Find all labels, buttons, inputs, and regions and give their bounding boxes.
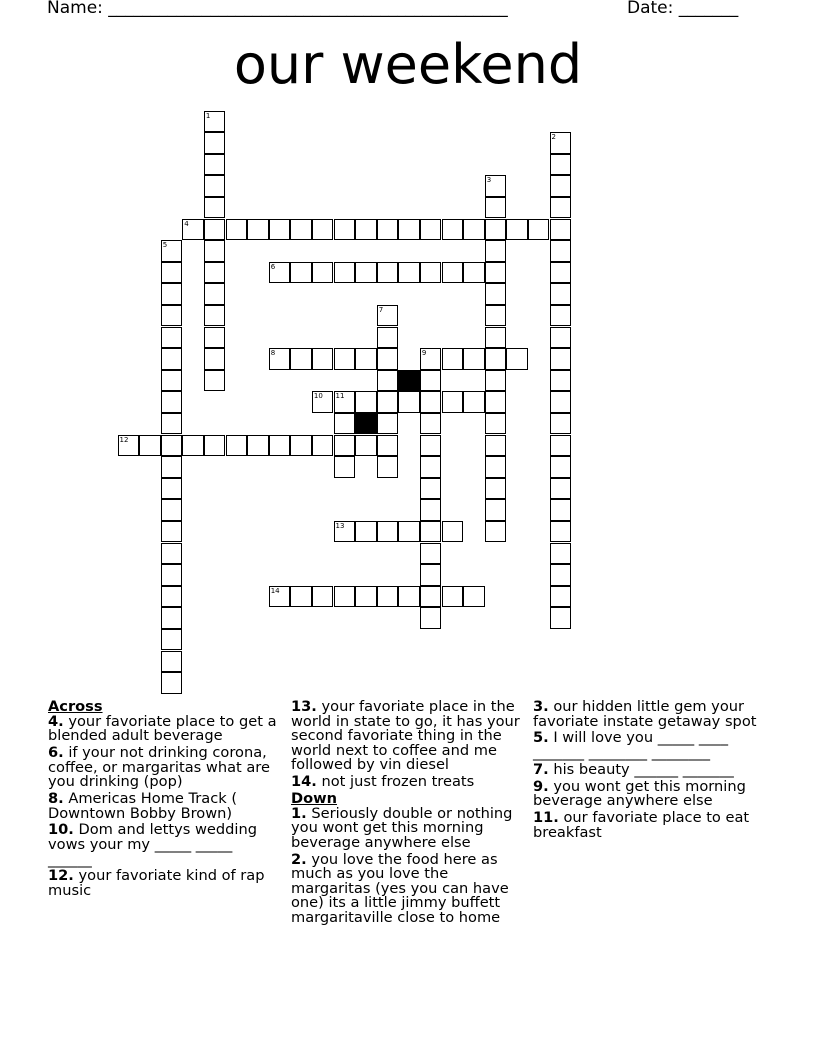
- grid-cell[interactable]: [204, 219, 226, 241]
- grid-cell[interactable]: [204, 240, 226, 262]
- grid-cell[interactable]: [290, 262, 312, 284]
- grid-cell[interactable]: [355, 262, 377, 284]
- grid-cell[interactable]: [334, 456, 356, 478]
- grid-cell[interactable]: [550, 521, 572, 543]
- grid-cell[interactable]: [290, 586, 312, 608]
- grid-cell[interactable]: [377, 305, 399, 327]
- grid-cell[interactable]: [485, 456, 507, 478]
- grid-cell[interactable]: [269, 348, 291, 370]
- grid-cell[interactable]: [161, 607, 183, 629]
- grid-cell[interactable]: [204, 262, 226, 284]
- grid-cell[interactable]: [463, 262, 485, 284]
- clue-number: 8.: [48, 789, 64, 807]
- grid-cell[interactable]: [161, 629, 183, 651]
- grid-cell[interactable]: [398, 219, 420, 241]
- across-clue: [291, 700, 527, 773]
- clue-number: 7.: [533, 760, 549, 778]
- grid-cell[interactable]: [550, 262, 572, 284]
- grid-cell[interactable]: [204, 348, 226, 370]
- grid-cell[interactable]: [355, 348, 377, 370]
- clue-number-label: 6: [270, 262, 276, 271]
- clue-text: Dom and lettys wedding vows your my _____ _____ ______: [48, 821, 257, 868]
- grid-cell[interactable]: [420, 262, 442, 284]
- grid-cell[interactable]: [550, 219, 572, 241]
- down-clue: [291, 804, 527, 851]
- grid-cell[interactable]: [550, 327, 572, 349]
- clue-number: 14.: [291, 773, 317, 791]
- grid-cell[interactable]: [550, 564, 572, 586]
- grid-cell[interactable]: [550, 370, 572, 392]
- grid-cell[interactable]: [290, 435, 312, 457]
- across-clue: [291, 775, 527, 790]
- grid-cell[interactable]: [377, 327, 399, 349]
- grid-cell[interactable]: [161, 391, 183, 413]
- grid-cell[interactable]: [485, 219, 507, 241]
- grid-cell[interactable]: [226, 435, 248, 457]
- grid-cell[interactable]: [550, 586, 572, 608]
- across-clue: [48, 789, 280, 822]
- grid-cell[interactable]: [377, 586, 399, 608]
- grid-cell[interactable]: [139, 435, 161, 457]
- grid-cell[interactable]: [550, 305, 572, 327]
- grid-cell[interactable]: [398, 391, 420, 413]
- grid-cell[interactable]: [420, 391, 442, 413]
- grid-cell[interactable]: [398, 262, 420, 284]
- grid-cell[interactable]: [182, 219, 204, 241]
- grid-cell[interactable]: [204, 283, 226, 305]
- grid-cell[interactable]: [334, 435, 356, 457]
- grid-cell[interactable]: [550, 456, 572, 478]
- grid-cell[interactable]: [528, 219, 550, 241]
- grid-cell[interactable]: [442, 219, 464, 241]
- page-title: our weekend: [233, 33, 583, 96]
- grid-cell[interactable]: [442, 586, 464, 608]
- grid-cell[interactable]: [312, 391, 334, 413]
- grid-cell[interactable]: [161, 564, 183, 586]
- clue-text: I will love you _____ ____ _______ ________ ________: [533, 729, 729, 761]
- grid-cell[interactable]: [377, 370, 399, 392]
- grid-cell[interactable]: [355, 391, 377, 413]
- clue-number-label: 14: [270, 586, 280, 595]
- grid-cell[interactable]: [161, 262, 183, 284]
- clue-text: Seriously double or nothing you wont get this morning beverage anywhere else: [291, 804, 513, 851]
- across-clue: [48, 743, 280, 791]
- clue-number-label: 4: [184, 219, 189, 228]
- clue-column-2: [291, 700, 527, 928]
- grid-cell[interactable]: [290, 348, 312, 370]
- grid-cell[interactable]: [420, 370, 442, 392]
- grid-cell[interactable]: [420, 478, 442, 500]
- grid-cell[interactable]: [312, 435, 334, 457]
- grid-cell[interactable]: [161, 521, 183, 543]
- clue-text: you love the food here as much as you love the margaritas (yes you can have one) its a little jimmy buffett margaritaville close to home: [291, 850, 509, 926]
- grid-cell[interactable]: [485, 521, 507, 543]
- grid-cell[interactable]: [377, 435, 399, 457]
- clue-text: Americas Home Track ( Downtown Bobby Brown): [48, 789, 238, 822]
- grid-cell[interactable]: [355, 521, 377, 543]
- clue-text: your favoriate place to get a blended adult beverage: [48, 712, 277, 745]
- grid-cell[interactable]: [161, 240, 183, 262]
- grid-cell[interactable]: [334, 262, 356, 284]
- grid-block: [398, 370, 420, 392]
- clue-number: 9.: [533, 777, 549, 795]
- grid-cell[interactable]: [161, 478, 183, 500]
- down-clue: [291, 850, 527, 926]
- grid-cell[interactable]: [550, 283, 572, 305]
- grid-cell[interactable]: [269, 435, 291, 457]
- clue-number-label: 8: [270, 349, 276, 358]
- clue-text: his beauty ______ _______: [553, 760, 734, 778]
- grid-cell[interactable]: [204, 111, 226, 133]
- down-clue: [533, 700, 773, 729]
- grid-cell[interactable]: [463, 219, 485, 241]
- grid-cell[interactable]: [463, 391, 485, 413]
- grid-cell[interactable]: [269, 262, 291, 284]
- grid-cell[interactable]: [550, 607, 572, 629]
- grid-cell[interactable]: [485, 305, 507, 327]
- grid-cell[interactable]: [485, 197, 507, 219]
- grid-block: [355, 413, 377, 435]
- grid-cell[interactable]: [312, 219, 334, 241]
- grid-cell[interactable]: [204, 197, 226, 219]
- grid-cell[interactable]: [442, 262, 464, 284]
- clue-text: our favoriate place to eat breakfast: [533, 808, 750, 841]
- grid-cell[interactable]: [377, 219, 399, 241]
- grid-cell[interactable]: [269, 219, 291, 241]
- grid-cell[interactable]: [377, 262, 399, 284]
- clue-text: not just frozen treats: [321, 773, 475, 791]
- grid-cell[interactable]: [161, 348, 183, 370]
- date-field: Date: _______: [627, 0, 739, 18]
- grid-cell[interactable]: [442, 391, 464, 413]
- grid-cell[interactable]: [550, 154, 572, 176]
- clue-number-label: 13: [335, 521, 345, 530]
- grid-cell[interactable]: [550, 391, 572, 413]
- clue-number-label: 1: [205, 111, 211, 120]
- clue-number: 11.: [533, 808, 559, 826]
- grid-cell[interactable]: [485, 283, 507, 305]
- clue-number: 2.: [291, 850, 307, 868]
- grid-cell[interactable]: [485, 370, 507, 392]
- grid-cell[interactable]: [506, 219, 528, 241]
- grid-cell[interactable]: [550, 240, 572, 262]
- grid-cell[interactable]: [334, 521, 356, 543]
- grid-cell[interactable]: [355, 435, 377, 457]
- down-clue: [533, 760, 773, 778]
- grid-cell[interactable]: [550, 478, 572, 500]
- grid-cell[interactable]: [463, 348, 485, 370]
- grid-cell[interactable]: [420, 413, 442, 435]
- grid-cell[interactable]: [204, 305, 226, 327]
- grid-cell[interactable]: [463, 586, 485, 608]
- grid-cell[interactable]: [161, 499, 183, 521]
- grid-cell[interactable]: [420, 521, 442, 543]
- grid-cell[interactable]: [420, 219, 442, 241]
- grid-cell[interactable]: [550, 348, 572, 370]
- clue-text: you wont get this morning beverage anywhere else: [533, 777, 746, 810]
- grid-cell[interactable]: [420, 435, 442, 457]
- grid-cell[interactable]: [161, 370, 183, 392]
- clue-text: if your not drinking corona, coffee, or margaritas what are you drinking (pop): [48, 743, 270, 791]
- grid-cell[interactable]: [334, 348, 356, 370]
- grid-cell[interactable]: [312, 348, 334, 370]
- clue-number: 6.: [48, 743, 64, 761]
- down-clue: [533, 808, 773, 841]
- grid-cell[interactable]: [420, 499, 442, 521]
- clue-number-label: 3: [486, 176, 492, 185]
- grid-cell[interactable]: [550, 132, 572, 154]
- grid-cell[interactable]: [485, 262, 507, 284]
- grid-cell[interactable]: [161, 543, 183, 565]
- grid-cell[interactable]: [118, 435, 140, 457]
- clue-text: your favoriate kind of rap music: [48, 867, 265, 899]
- grid-cell[interactable]: [377, 521, 399, 543]
- grid-cell[interactable]: [485, 413, 507, 435]
- grid-cell[interactable]: [420, 456, 442, 478]
- grid-cell[interactable]: [485, 391, 507, 413]
- grid-cell[interactable]: [485, 499, 507, 521]
- grid-cell[interactable]: [420, 607, 442, 629]
- clue-text: your favoriate place in the world in state to go, it has your second favoriate thing in the world next to coffee and me followed by vin diesel: [291, 698, 520, 774]
- grid-cell[interactable]: [442, 521, 464, 543]
- clue-number: 10.: [48, 821, 74, 839]
- down-heading: Down: [291, 789, 338, 807]
- clue-number-label: 12: [119, 435, 129, 444]
- grid-cell[interactable]: [161, 413, 183, 435]
- grid-cell[interactable]: [377, 413, 399, 435]
- down-clue: [533, 731, 773, 760]
- grid-cell[interactable]: [334, 586, 356, 608]
- grid-cell[interactable]: [550, 499, 572, 521]
- grid-cell[interactable]: [420, 586, 442, 608]
- down-clue: [533, 777, 773, 810]
- clue-number-label: 9: [421, 349, 427, 358]
- grid-cell[interactable]: [334, 219, 356, 241]
- clue-column-3: [533, 700, 773, 842]
- clue-number: 13.: [291, 698, 317, 715]
- grid-cell[interactable]: [485, 478, 507, 500]
- grid-cell[interactable]: [334, 413, 356, 435]
- across-clue: [48, 712, 280, 745]
- grid-cell[interactable]: [550, 175, 572, 197]
- grid-cell[interactable]: [485, 240, 507, 262]
- grid-cell[interactable]: [247, 219, 269, 241]
- grid-cell[interactable]: [290, 219, 312, 241]
- clue-number: 1.: [291, 804, 307, 822]
- grid-cell[interactable]: [506, 348, 528, 370]
- clue-number-label: 11: [335, 392, 345, 401]
- grid-cell[interactable]: [269, 586, 291, 608]
- grid-cell[interactable]: [182, 435, 204, 457]
- grid-cell[interactable]: [550, 413, 572, 435]
- grid-cell[interactable]: [377, 348, 399, 370]
- grid-cell[interactable]: [312, 586, 334, 608]
- clue-number: 4.: [48, 712, 64, 730]
- clue-number-label: 5: [162, 241, 168, 250]
- clue-number: 5.: [533, 729, 549, 747]
- grid-cell[interactable]: [204, 154, 226, 176]
- grid-cell[interactable]: [161, 651, 183, 673]
- grid-cell[interactable]: [420, 348, 442, 370]
- grid-cell[interactable]: [377, 391, 399, 413]
- across-heading: Across: [48, 698, 103, 715]
- grid-cell[interactable]: [204, 175, 226, 197]
- grid-cell[interactable]: [247, 435, 269, 457]
- name-field: Name: _______________________________________________: [47, 0, 508, 18]
- grid-cell[interactable]: [161, 435, 183, 457]
- grid-cell[interactable]: [398, 586, 420, 608]
- grid-cell[interactable]: [420, 564, 442, 586]
- grid-cell[interactable]: [204, 327, 226, 349]
- grid-cell[interactable]: [204, 435, 226, 457]
- grid-cell[interactable]: [161, 327, 183, 349]
- grid-cell[interactable]: [550, 543, 572, 565]
- grid-cell[interactable]: [550, 197, 572, 219]
- grid-cell[interactable]: [420, 543, 442, 565]
- across-clue: [48, 823, 280, 867]
- grid-cell[interactable]: [161, 586, 183, 608]
- clue-column-1: [48, 700, 280, 901]
- grid-cell[interactable]: [312, 262, 334, 284]
- clue-text: our hidden little gem your favoriate instate getaway spot: [533, 698, 757, 730]
- clue-number-label: 10: [313, 392, 323, 401]
- grid-cell[interactable]: [161, 305, 183, 327]
- grid-cell[interactable]: [485, 348, 507, 370]
- grid-cell[interactable]: [398, 521, 420, 543]
- grid-cell[interactable]: [355, 586, 377, 608]
- grid-cell[interactable]: [204, 132, 226, 154]
- grid-cell[interactable]: [485, 175, 507, 197]
- grid-cell[interactable]: [485, 435, 507, 457]
- grid-cell[interactable]: [485, 327, 507, 349]
- clue-number: 3.: [533, 698, 549, 715]
- grid-cell[interactable]: [161, 672, 183, 694]
- grid-cell[interactable]: [161, 283, 183, 305]
- grid-cell[interactable]: [204, 370, 226, 392]
- grid-cell[interactable]: [377, 456, 399, 478]
- grid-cell[interactable]: [355, 219, 377, 241]
- clue-number: 12.: [48, 867, 74, 885]
- grid-cell[interactable]: [334, 391, 356, 413]
- grid-cell[interactable]: [226, 219, 248, 241]
- grid-cell[interactable]: [442, 348, 464, 370]
- grid-cell[interactable]: [161, 456, 183, 478]
- grid-cell[interactable]: [550, 435, 572, 457]
- clue-number-label: 2: [551, 133, 556, 142]
- clue-number-label: 7: [378, 305, 384, 314]
- across-clue: [48, 869, 280, 898]
